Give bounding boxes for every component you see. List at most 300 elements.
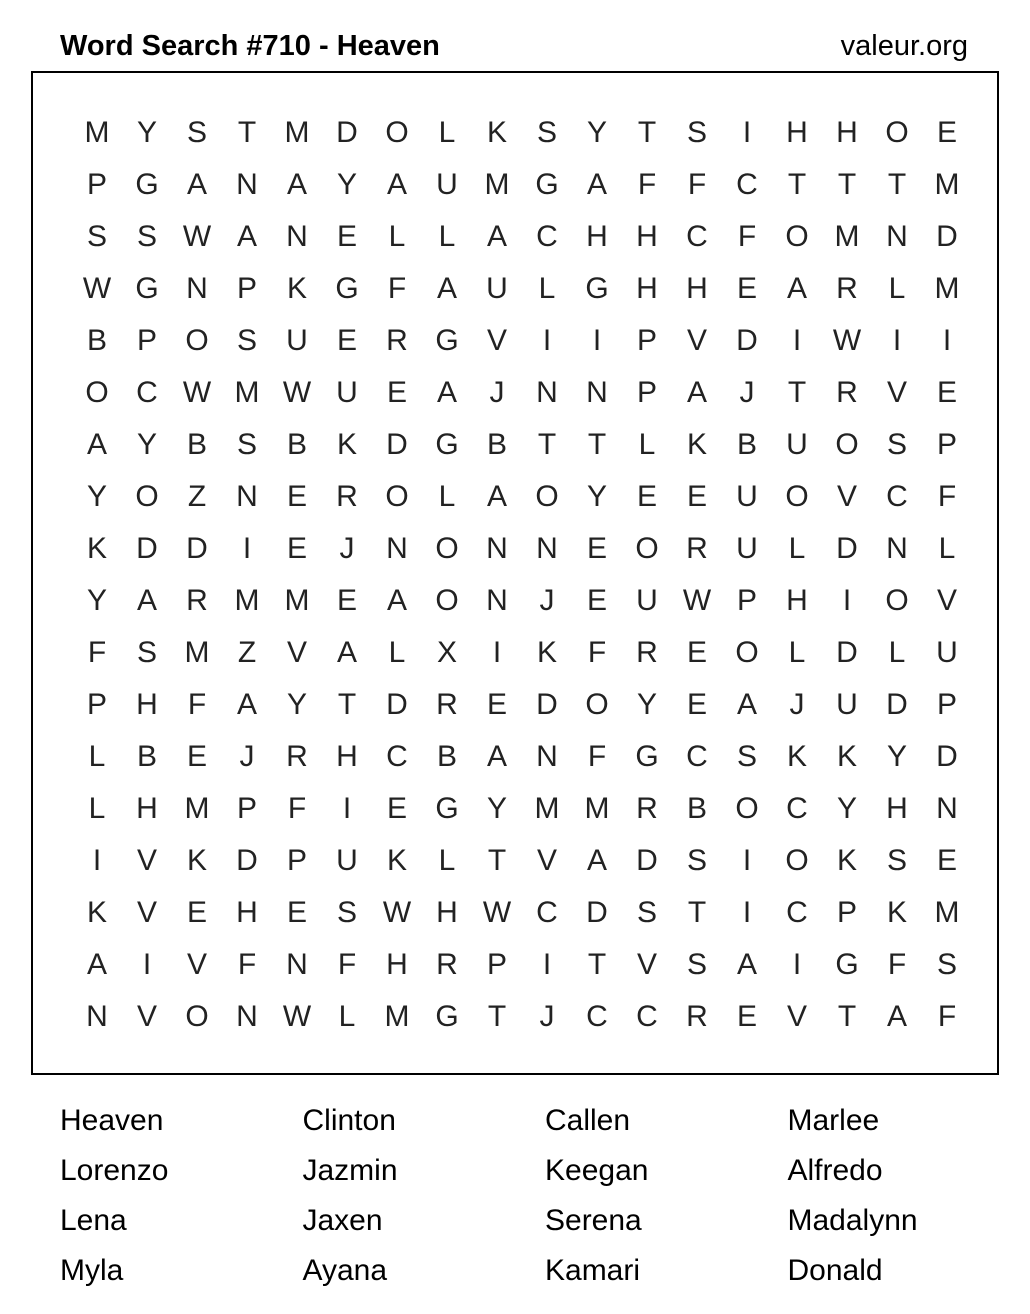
grid-letter[interactable]: S (536, 116, 557, 149)
grid-letter[interactable]: U (486, 272, 508, 305)
grid-letter[interactable]: J (239, 740, 255, 773)
grid-letter[interactable]: M (934, 168, 960, 201)
grid-letter[interactable]: C (536, 220, 558, 253)
grid-letter[interactable]: A (286, 168, 307, 201)
grid-letter[interactable]: S (686, 948, 707, 981)
grid-letter[interactable]: E (386, 792, 407, 825)
grid-letter[interactable]: V (286, 636, 307, 669)
grid-letter[interactable]: T (637, 116, 657, 149)
grid-letter[interactable]: Y (586, 116, 607, 149)
grid-letter[interactable]: F (187, 688, 207, 721)
grid-letter[interactable]: W (82, 272, 112, 305)
grid-letter[interactable]: I (542, 948, 552, 981)
grid-letter[interactable]: N (236, 1000, 258, 1033)
grid-letter[interactable]: V (786, 1000, 807, 1033)
grid-letter[interactable]: Y (836, 792, 857, 825)
grid-letter[interactable]: N (586, 376, 608, 409)
grid-letter[interactable]: E (386, 376, 407, 409)
grid-letter[interactable]: H (386, 948, 408, 981)
grid-letter[interactable]: S (936, 948, 957, 981)
grid-letter[interactable]: F (737, 220, 757, 253)
grid-letter[interactable]: D (636, 844, 658, 877)
grid-letter[interactable]: G (135, 168, 159, 201)
grid-letter[interactable]: U (836, 688, 858, 721)
grid-letter[interactable]: D (936, 740, 958, 773)
grid-letter[interactable]: R (686, 532, 708, 565)
grid-letter[interactable]: A (486, 740, 507, 773)
grid-letter[interactable]: H (586, 220, 608, 253)
grid-letter[interactable]: O (385, 116, 409, 149)
grid-letter[interactable]: S (236, 428, 257, 461)
grid-letter[interactable]: M (84, 116, 110, 149)
grid-letter[interactable]: F (887, 948, 907, 981)
grid-letter[interactable]: U (736, 532, 758, 565)
grid-letter[interactable]: N (486, 584, 508, 617)
grid-letter[interactable]: E (936, 376, 957, 409)
grid-letter[interactable]: A (786, 272, 807, 305)
grid-letter[interactable]: K (886, 896, 907, 929)
grid-letter[interactable]: L (388, 220, 406, 253)
grid-letter[interactable]: F (287, 792, 307, 825)
grid-letter[interactable]: C (536, 896, 558, 929)
grid-letter[interactable]: I (742, 896, 752, 929)
grid-letter[interactable]: E (936, 116, 957, 149)
grid-letter[interactable]: C (886, 480, 908, 513)
grid-letter[interactable]: L (388, 636, 406, 669)
grid-letter[interactable]: P (936, 688, 957, 721)
grid-letter[interactable]: H (836, 116, 858, 149)
grid-letter[interactable]: M (184, 792, 210, 825)
grid-letter[interactable]: D (836, 636, 858, 669)
grid-letter[interactable]: J (539, 584, 555, 617)
grid-letter[interactable]: S (336, 896, 357, 929)
grid-letter[interactable]: E (486, 688, 507, 721)
grid-letter[interactable]: S (686, 844, 707, 877)
grid-letter[interactable]: I (342, 792, 352, 825)
grid-letter[interactable]: C (686, 220, 708, 253)
grid-letter[interactable]: V (686, 324, 707, 357)
grid-letter[interactable]: B (186, 428, 207, 461)
grid-letter[interactable]: M (534, 792, 560, 825)
grid-letter[interactable]: G (135, 272, 159, 305)
grid-letter[interactable]: N (886, 220, 908, 253)
grid-letter[interactable]: W (182, 376, 212, 409)
grid-letter[interactable]: D (236, 844, 258, 877)
grid-letter[interactable]: C (786, 792, 808, 825)
grid-letter[interactable]: G (435, 428, 459, 461)
grid-letter[interactable]: S (686, 116, 707, 149)
grid-letter[interactable]: P (836, 896, 857, 929)
grid-letter[interactable]: E (336, 324, 357, 357)
grid-letter[interactable]: A (86, 428, 107, 461)
grid-letter[interactable]: R (386, 324, 408, 357)
grid-letter[interactable]: O (785, 844, 809, 877)
grid-letter[interactable]: O (835, 428, 859, 461)
grid-letter[interactable]: U (436, 168, 458, 201)
grid-letter[interactable]: X (436, 636, 457, 669)
grid-letter[interactable]: L (88, 740, 106, 773)
grid-letter[interactable]: I (742, 844, 752, 877)
grid-letter[interactable]: T (837, 168, 857, 201)
grid-letter[interactable]: H (886, 792, 908, 825)
grid-letter[interactable]: W (682, 584, 712, 617)
grid-letter[interactable]: C (786, 896, 808, 929)
grid-letter[interactable]: F (687, 168, 707, 201)
grid-letter[interactable]: O (785, 220, 809, 253)
grid-letter[interactable]: W (182, 220, 212, 253)
grid-letter[interactable]: F (587, 740, 607, 773)
grid-letter[interactable]: H (436, 896, 458, 929)
grid-letter[interactable]: G (635, 740, 659, 773)
grid-letter[interactable]: N (486, 532, 508, 565)
grid-letter[interactable]: I (742, 116, 752, 149)
grid-letter[interactable]: J (539, 1000, 555, 1033)
grid-letter[interactable]: K (836, 844, 857, 877)
grid-letter[interactable]: A (136, 584, 157, 617)
grid-letter[interactable]: A (236, 220, 257, 253)
grid-letter[interactable]: B (286, 428, 307, 461)
grid-letter[interactable]: E (186, 740, 207, 773)
grid-letter[interactable]: I (492, 636, 502, 669)
grid-letter[interactable]: N (186, 272, 208, 305)
grid-letter[interactable]: F (387, 272, 407, 305)
grid-letter[interactable]: N (886, 532, 908, 565)
grid-letter[interactable]: T (487, 1000, 507, 1033)
grid-letter[interactable]: D (836, 532, 858, 565)
grid-letter[interactable]: K (86, 532, 107, 565)
grid-letter[interactable]: K (686, 428, 707, 461)
grid-letter[interactable]: M (584, 792, 610, 825)
grid-letter[interactable]: L (438, 116, 456, 149)
grid-letter[interactable]: U (736, 480, 758, 513)
grid-letter[interactable]: B (736, 428, 757, 461)
grid-letter[interactable]: T (587, 948, 607, 981)
grid-letter[interactable]: P (636, 376, 657, 409)
grid-letter[interactable]: H (236, 896, 258, 929)
grid-letter[interactable]: R (836, 272, 858, 305)
grid-letter[interactable]: W (282, 1000, 312, 1033)
grid-letter[interactable]: N (236, 480, 258, 513)
grid-letter[interactable]: R (636, 792, 658, 825)
grid-letter[interactable]: P (286, 844, 307, 877)
grid-letter[interactable]: A (86, 948, 107, 981)
grid-letter[interactable]: A (486, 480, 507, 513)
grid-letter[interactable]: N (236, 168, 258, 201)
grid-letter[interactable]: A (736, 948, 757, 981)
grid-letter[interactable]: U (936, 636, 958, 669)
grid-letter[interactable]: A (386, 584, 407, 617)
grid-letter[interactable]: R (186, 584, 208, 617)
grid-letter[interactable]: K (186, 844, 207, 877)
grid-letter[interactable]: L (88, 792, 106, 825)
grid-letter[interactable]: H (136, 792, 158, 825)
grid-letter[interactable]: T (787, 168, 807, 201)
grid-letter[interactable]: Y (586, 480, 607, 513)
grid-letter[interactable]: M (284, 116, 310, 149)
grid-letter[interactable]: Y (136, 116, 157, 149)
grid-letter[interactable]: Y (86, 584, 107, 617)
grid-letter[interactable]: P (936, 428, 957, 461)
grid-letter[interactable]: G (335, 272, 359, 305)
grid-letter[interactable]: K (486, 116, 507, 149)
grid-letter[interactable]: F (587, 636, 607, 669)
grid-letter[interactable]: V (536, 844, 557, 877)
grid-letter[interactable]: G (435, 1000, 459, 1033)
grid-letter[interactable]: O (85, 376, 109, 409)
grid-letter[interactable]: V (486, 324, 507, 357)
grid-letter[interactable]: N (536, 376, 558, 409)
grid-letter[interactable]: G (435, 324, 459, 357)
grid-letter[interactable]: C (586, 1000, 608, 1033)
grid-letter[interactable]: G (835, 948, 859, 981)
grid-letter[interactable]: D (586, 896, 608, 929)
grid-letter[interactable]: F (87, 636, 107, 669)
grid-letter[interactable]: F (337, 948, 357, 981)
grid-letter[interactable]: V (186, 948, 207, 981)
grid-letter[interactable]: I (542, 324, 552, 357)
grid-letter[interactable]: S (186, 116, 207, 149)
grid-letter[interactable]: K (836, 740, 857, 773)
grid-letter[interactable]: H (786, 584, 808, 617)
grid-letter[interactable]: R (286, 740, 308, 773)
grid-letter[interactable]: G (435, 792, 459, 825)
grid-letter[interactable]: W (282, 376, 312, 409)
grid-letter[interactable]: M (234, 584, 260, 617)
grid-letter[interactable]: O (185, 1000, 209, 1033)
grid-letter[interactable]: Z (237, 636, 257, 669)
grid-letter[interactable]: F (937, 480, 957, 513)
grid-letter[interactable]: L (538, 272, 556, 305)
grid-letter[interactable]: H (786, 116, 808, 149)
grid-letter[interactable]: P (86, 168, 107, 201)
grid-letter[interactable]: R (686, 1000, 708, 1033)
grid-letter[interactable]: D (386, 688, 408, 721)
grid-letter[interactable]: A (886, 1000, 907, 1033)
grid-letter[interactable]: F (637, 168, 657, 201)
grid-letter[interactable]: U (636, 584, 658, 617)
grid-letter[interactable]: A (486, 220, 507, 253)
grid-letter[interactable]: E (686, 480, 707, 513)
grid-letter[interactable]: D (936, 220, 958, 253)
grid-letter[interactable]: C (686, 740, 708, 773)
grid-letter[interactable]: Y (636, 688, 657, 721)
grid-letter[interactable]: A (236, 688, 257, 721)
grid-letter[interactable]: N (86, 1000, 108, 1033)
grid-letter[interactable]: P (136, 324, 157, 357)
grid-letter[interactable]: O (185, 324, 209, 357)
grid-letter[interactable]: R (636, 636, 658, 669)
grid-letter[interactable]: V (136, 844, 157, 877)
grid-letter[interactable]: O (885, 584, 909, 617)
grid-letter[interactable]: S (236, 324, 257, 357)
grid-letter[interactable]: W (832, 324, 862, 357)
grid-letter[interactable]: D (336, 116, 358, 149)
grid-letter[interactable]: M (184, 636, 210, 669)
grid-letter[interactable]: R (436, 948, 458, 981)
grid-letter[interactable]: R (436, 688, 458, 721)
grid-letter[interactable]: D (536, 688, 558, 721)
grid-letter[interactable]: C (736, 168, 758, 201)
grid-letter[interactable]: E (286, 896, 307, 929)
grid-letter[interactable]: E (586, 584, 607, 617)
grid-letter[interactable]: K (286, 272, 307, 305)
grid-letter[interactable]: L (938, 532, 956, 565)
grid-letter[interactable]: U (336, 376, 358, 409)
grid-letter[interactable]: E (186, 896, 207, 929)
grid-letter[interactable]: L (438, 220, 456, 253)
grid-letter[interactable]: T (487, 844, 507, 877)
grid-letter[interactable]: V (836, 480, 857, 513)
grid-letter[interactable]: J (339, 532, 355, 565)
grid-letter[interactable]: B (436, 740, 457, 773)
grid-letter[interactable]: I (142, 948, 152, 981)
grid-letter[interactable]: Y (286, 688, 307, 721)
grid-letter[interactable]: E (686, 688, 707, 721)
grid-letter[interactable]: B (686, 792, 707, 825)
grid-letter[interactable]: Y (136, 428, 157, 461)
grid-letter[interactable]: P (236, 272, 257, 305)
grid-letter[interactable]: V (886, 376, 907, 409)
grid-letter[interactable]: K (86, 896, 107, 929)
grid-letter[interactable]: O (435, 584, 459, 617)
grid-letter[interactable]: S (736, 740, 757, 773)
grid-letter[interactable]: D (736, 324, 758, 357)
grid-letter[interactable]: R (836, 376, 858, 409)
grid-letter[interactable]: H (686, 272, 708, 305)
grid-letter[interactable]: T (787, 376, 807, 409)
grid-letter[interactable]: H (636, 220, 658, 253)
grid-letter[interactable]: E (336, 220, 357, 253)
grid-letter[interactable]: S (886, 844, 907, 877)
grid-letter[interactable]: P (236, 792, 257, 825)
grid-letter[interactable]: W (482, 896, 512, 929)
grid-letter[interactable]: C (386, 740, 408, 773)
grid-letter[interactable]: A (386, 168, 407, 201)
grid-letter[interactable]: O (885, 116, 909, 149)
grid-letter[interactable]: N (536, 532, 558, 565)
grid-letter[interactable]: S (86, 220, 107, 253)
grid-letter[interactable]: E (286, 480, 307, 513)
grid-letter[interactable]: T (837, 1000, 857, 1033)
grid-letter[interactable]: A (736, 688, 757, 721)
grid-letter[interactable]: A (586, 168, 607, 201)
grid-letter[interactable]: V (136, 896, 157, 929)
grid-letter[interactable]: V (936, 584, 957, 617)
grid-letter[interactable]: O (585, 688, 609, 721)
grid-letter[interactable]: L (788, 636, 806, 669)
grid-letter[interactable]: M (234, 376, 260, 409)
grid-letter[interactable]: N (286, 948, 308, 981)
grid-letter[interactable]: Z (187, 480, 207, 513)
grid-letter[interactable]: L (338, 1000, 356, 1033)
grid-letter[interactable]: U (336, 844, 358, 877)
grid-letter[interactable]: W (382, 896, 412, 929)
grid-letter[interactable]: O (435, 532, 459, 565)
grid-letter[interactable]: L (788, 532, 806, 565)
grid-letter[interactable]: M (934, 272, 960, 305)
grid-letter[interactable]: E (686, 636, 707, 669)
grid-letter[interactable]: O (385, 480, 409, 513)
grid-letter[interactable]: K (336, 428, 357, 461)
grid-letter[interactable]: E (936, 844, 957, 877)
grid-letter[interactable]: S (136, 636, 157, 669)
grid-letter[interactable]: E (736, 272, 757, 305)
grid-letter[interactable]: P (86, 688, 107, 721)
grid-letter[interactable]: E (286, 532, 307, 565)
grid-letter[interactable]: T (237, 116, 257, 149)
grid-letter[interactable]: G (585, 272, 609, 305)
grid-letter[interactable]: E (636, 480, 657, 513)
grid-letter[interactable]: O (535, 480, 559, 513)
grid-letter[interactable]: V (636, 948, 657, 981)
grid-letter[interactable]: D (186, 532, 208, 565)
grid-letter[interactable]: N (536, 740, 558, 773)
grid-letter[interactable]: L (888, 636, 906, 669)
grid-letter[interactable]: N (936, 792, 958, 825)
grid-letter[interactable]: I (592, 324, 602, 357)
grid-letter[interactable]: A (436, 272, 457, 305)
grid-letter[interactable]: L (438, 844, 456, 877)
grid-letter[interactable]: O (135, 480, 159, 513)
grid-letter[interactable]: A (436, 376, 457, 409)
grid-letter[interactable]: R (336, 480, 358, 513)
grid-letter[interactable]: A (186, 168, 207, 201)
grid-letter[interactable]: T (337, 688, 357, 721)
grid-letter[interactable]: F (937, 1000, 957, 1033)
grid-letter[interactable]: I (892, 324, 902, 357)
grid-letter[interactable]: J (739, 376, 755, 409)
grid-letter[interactable]: H (336, 740, 358, 773)
grid-letter[interactable]: F (237, 948, 257, 981)
grid-letter[interactable]: C (636, 1000, 658, 1033)
grid-letter[interactable]: Y (86, 480, 107, 513)
grid-letter[interactable]: E (586, 532, 607, 565)
grid-letter[interactable]: I (792, 324, 802, 357)
grid-letter[interactable]: J (489, 376, 505, 409)
grid-letter[interactable]: Y (336, 168, 357, 201)
grid-letter[interactable]: A (586, 844, 607, 877)
grid-letter[interactable]: S (636, 896, 657, 929)
grid-letter[interactable]: D (386, 428, 408, 461)
grid-letter[interactable]: S (886, 428, 907, 461)
grid-letter[interactable]: K (786, 740, 807, 773)
grid-letter[interactable]: D (136, 532, 158, 565)
grid-letter[interactable]: P (636, 324, 657, 357)
grid-letter[interactable]: T (587, 428, 607, 461)
grid-letter[interactable]: K (536, 636, 557, 669)
grid-letter[interactable]: I (942, 324, 952, 357)
grid-letter[interactable]: U (286, 324, 308, 357)
grid-letter[interactable]: G (535, 168, 559, 201)
grid-letter[interactable]: S (136, 220, 157, 253)
grid-letter[interactable]: L (638, 428, 656, 461)
grid-letter[interactable]: O (735, 636, 759, 669)
grid-letter[interactable]: A (336, 636, 357, 669)
grid-letter[interactable]: I (792, 948, 802, 981)
grid-letter[interactable]: M (834, 220, 860, 253)
grid-letter[interactable]: B (136, 740, 157, 773)
grid-letter[interactable]: Y (486, 792, 507, 825)
grid-letter[interactable]: T (687, 896, 707, 929)
grid-letter[interactable]: T (887, 168, 907, 201)
grid-letter[interactable]: I (242, 532, 252, 565)
grid-letter[interactable]: N (286, 220, 308, 253)
grid-letter[interactable]: T (537, 428, 557, 461)
grid-letter[interactable]: D (886, 688, 908, 721)
grid-letter[interactable]: P (486, 948, 507, 981)
grid-letter[interactable]: M (284, 584, 310, 617)
grid-letter[interactable]: O (635, 532, 659, 565)
